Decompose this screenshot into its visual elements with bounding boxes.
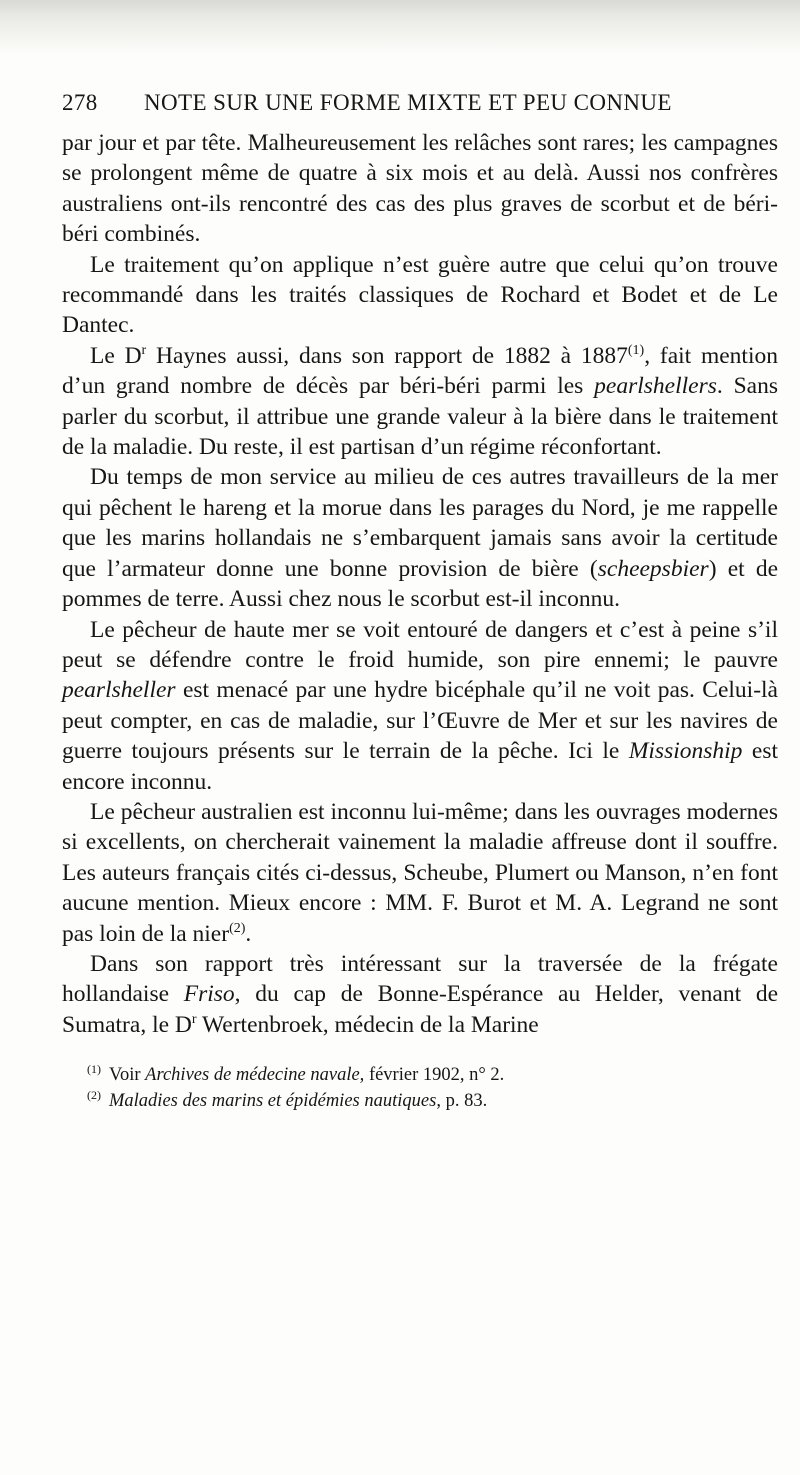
page-number: 278 bbox=[62, 90, 98, 115]
paragraph-text: Le D bbox=[90, 342, 142, 369]
paragraph-1 bbox=[62, 128, 778, 250]
paragraph-text: est menacé par une hydre bicéphale qu’il ne voit pas. Celui-là peut compter, en cas de maladie, sur l’Œuvre de Mer et sur les navires de guerre toujours présents sur le terrain de la pêche. Ici le bbox=[62, 677, 778, 765]
paragraph-text: Du temps de mon service au milieu de ces autres travailleurs de la mer qui pêchent le hareng et la morue dans les parages du Nord, je me rappelle que les marins hollandais ne s’embarquent jamais sans avoir la certitude que l’armateur donne une bonne provision de bière ( bbox=[62, 464, 778, 582]
footnote-title: Maladies des marins et épidémies nautiques bbox=[109, 1091, 437, 1112]
footnote-text: , p. 83. bbox=[436, 1091, 488, 1112]
italic-term: Missionship bbox=[628, 738, 743, 765]
body-text bbox=[62, 128, 778, 1040]
paragraph-text: est encore inconnu. bbox=[62, 738, 778, 795]
paragraph-text: Le traitement qu’on applique n’est guère autre que celui qu’on trouve recommandé dans les traités classiques de Rochard et Bodet et de Le Dantec. bbox=[62, 251, 778, 339]
footnote-mark: (1) bbox=[87, 1062, 101, 1077]
italic-term: scheepsbier bbox=[597, 555, 709, 582]
paragraph-text: ) et de pommes de terre. Aussi chez nous le scorbut est-il inconnu. bbox=[62, 555, 779, 613]
paragraph-text: , fait mention d’un grand nombre de décès par béri-béri parmi les bbox=[62, 342, 778, 400]
footnote-reference-2: (2) bbox=[229, 920, 246, 936]
paragraph-2 bbox=[62, 250, 778, 341]
footnotes bbox=[62, 1062, 778, 1114]
superscript-abbrev: r bbox=[191, 1011, 197, 1027]
paragraph-text: . bbox=[245, 920, 252, 947]
footnote-reference-1: (1) bbox=[627, 343, 645, 359]
paragraph-text: Haynes aussi, dans son rapport de 1882 à 1887 bbox=[146, 342, 628, 369]
paragraph-text: , du cap de Bonne-Espérance au Helder, venant de Sumatra, le D bbox=[62, 981, 779, 1038]
paragraph-5 bbox=[62, 615, 778, 797]
italic-term: pearlshellers bbox=[594, 373, 717, 400]
footnote-2 bbox=[87, 1088, 778, 1114]
footnote-mark: (2) bbox=[87, 1088, 101, 1103]
paragraph-text: . Sans parler du scorbut, il attribue une grande valeur à la bière dans le traitement de la maladie. Du reste, il est partisan d’un régime réconfortant. bbox=[62, 373, 778, 461]
italic-term: Friso bbox=[183, 981, 235, 1008]
paragraph-3 bbox=[62, 341, 778, 463]
paragraph-6 bbox=[62, 797, 778, 949]
paragraph-text: par jour et par tête. Malheureusement les relâches sont rares; les campagnes se prolongent même de quatre à six mois et au delà. Aussi nos confrères australiens ont-ils rencontré des cas des plus graves de scorbut et de béri-béri combinés. bbox=[62, 130, 778, 248]
paragraph-text: Le pêcheur australien est inconnu lui-même; dans les ouvrages modernes si excellents, on chercherait vainement la maladie affreuse dont il souffre. Les auteurs français cités ci-dessus, Scheube, Plumert ou Manson, n’en font aucune mention. Mieux encore : MM. F. Burot et M. A. Legrand ne sont pas loin de la nier bbox=[62, 798, 778, 947]
paragraph-7 bbox=[62, 949, 778, 1040]
paragraph-text: Wertenbroek, médecin de la Marine bbox=[196, 1011, 539, 1038]
scan-top-shadow bbox=[0, 0, 800, 55]
footnote-title: Archives de médecine navale, bbox=[145, 1065, 365, 1086]
footnote-text: février 1902, n° 2. bbox=[364, 1065, 505, 1086]
superscript-abbrev: r bbox=[141, 343, 147, 359]
running-title: NOTE SUR UNE FORME MIXTE ET PEU CONNUE bbox=[144, 90, 672, 115]
book-page bbox=[62, 90, 778, 1114]
paragraph-text: Dans son rapport très intéressant sur la traversée de la frégate hollandaise bbox=[62, 950, 778, 1008]
italic-term: pearlsheller bbox=[62, 677, 176, 704]
footnote-text: Voir bbox=[109, 1065, 146, 1086]
running-header bbox=[62, 90, 778, 124]
footnote-1 bbox=[87, 1062, 778, 1088]
paragraph-4 bbox=[62, 462, 778, 614]
paragraph-text: Le pêcheur de haute mer se voit entouré de dangers et c’est à peine s’il peut se défendre contre le froid humide, son pire ennemi; le pauvre bbox=[62, 616, 778, 673]
